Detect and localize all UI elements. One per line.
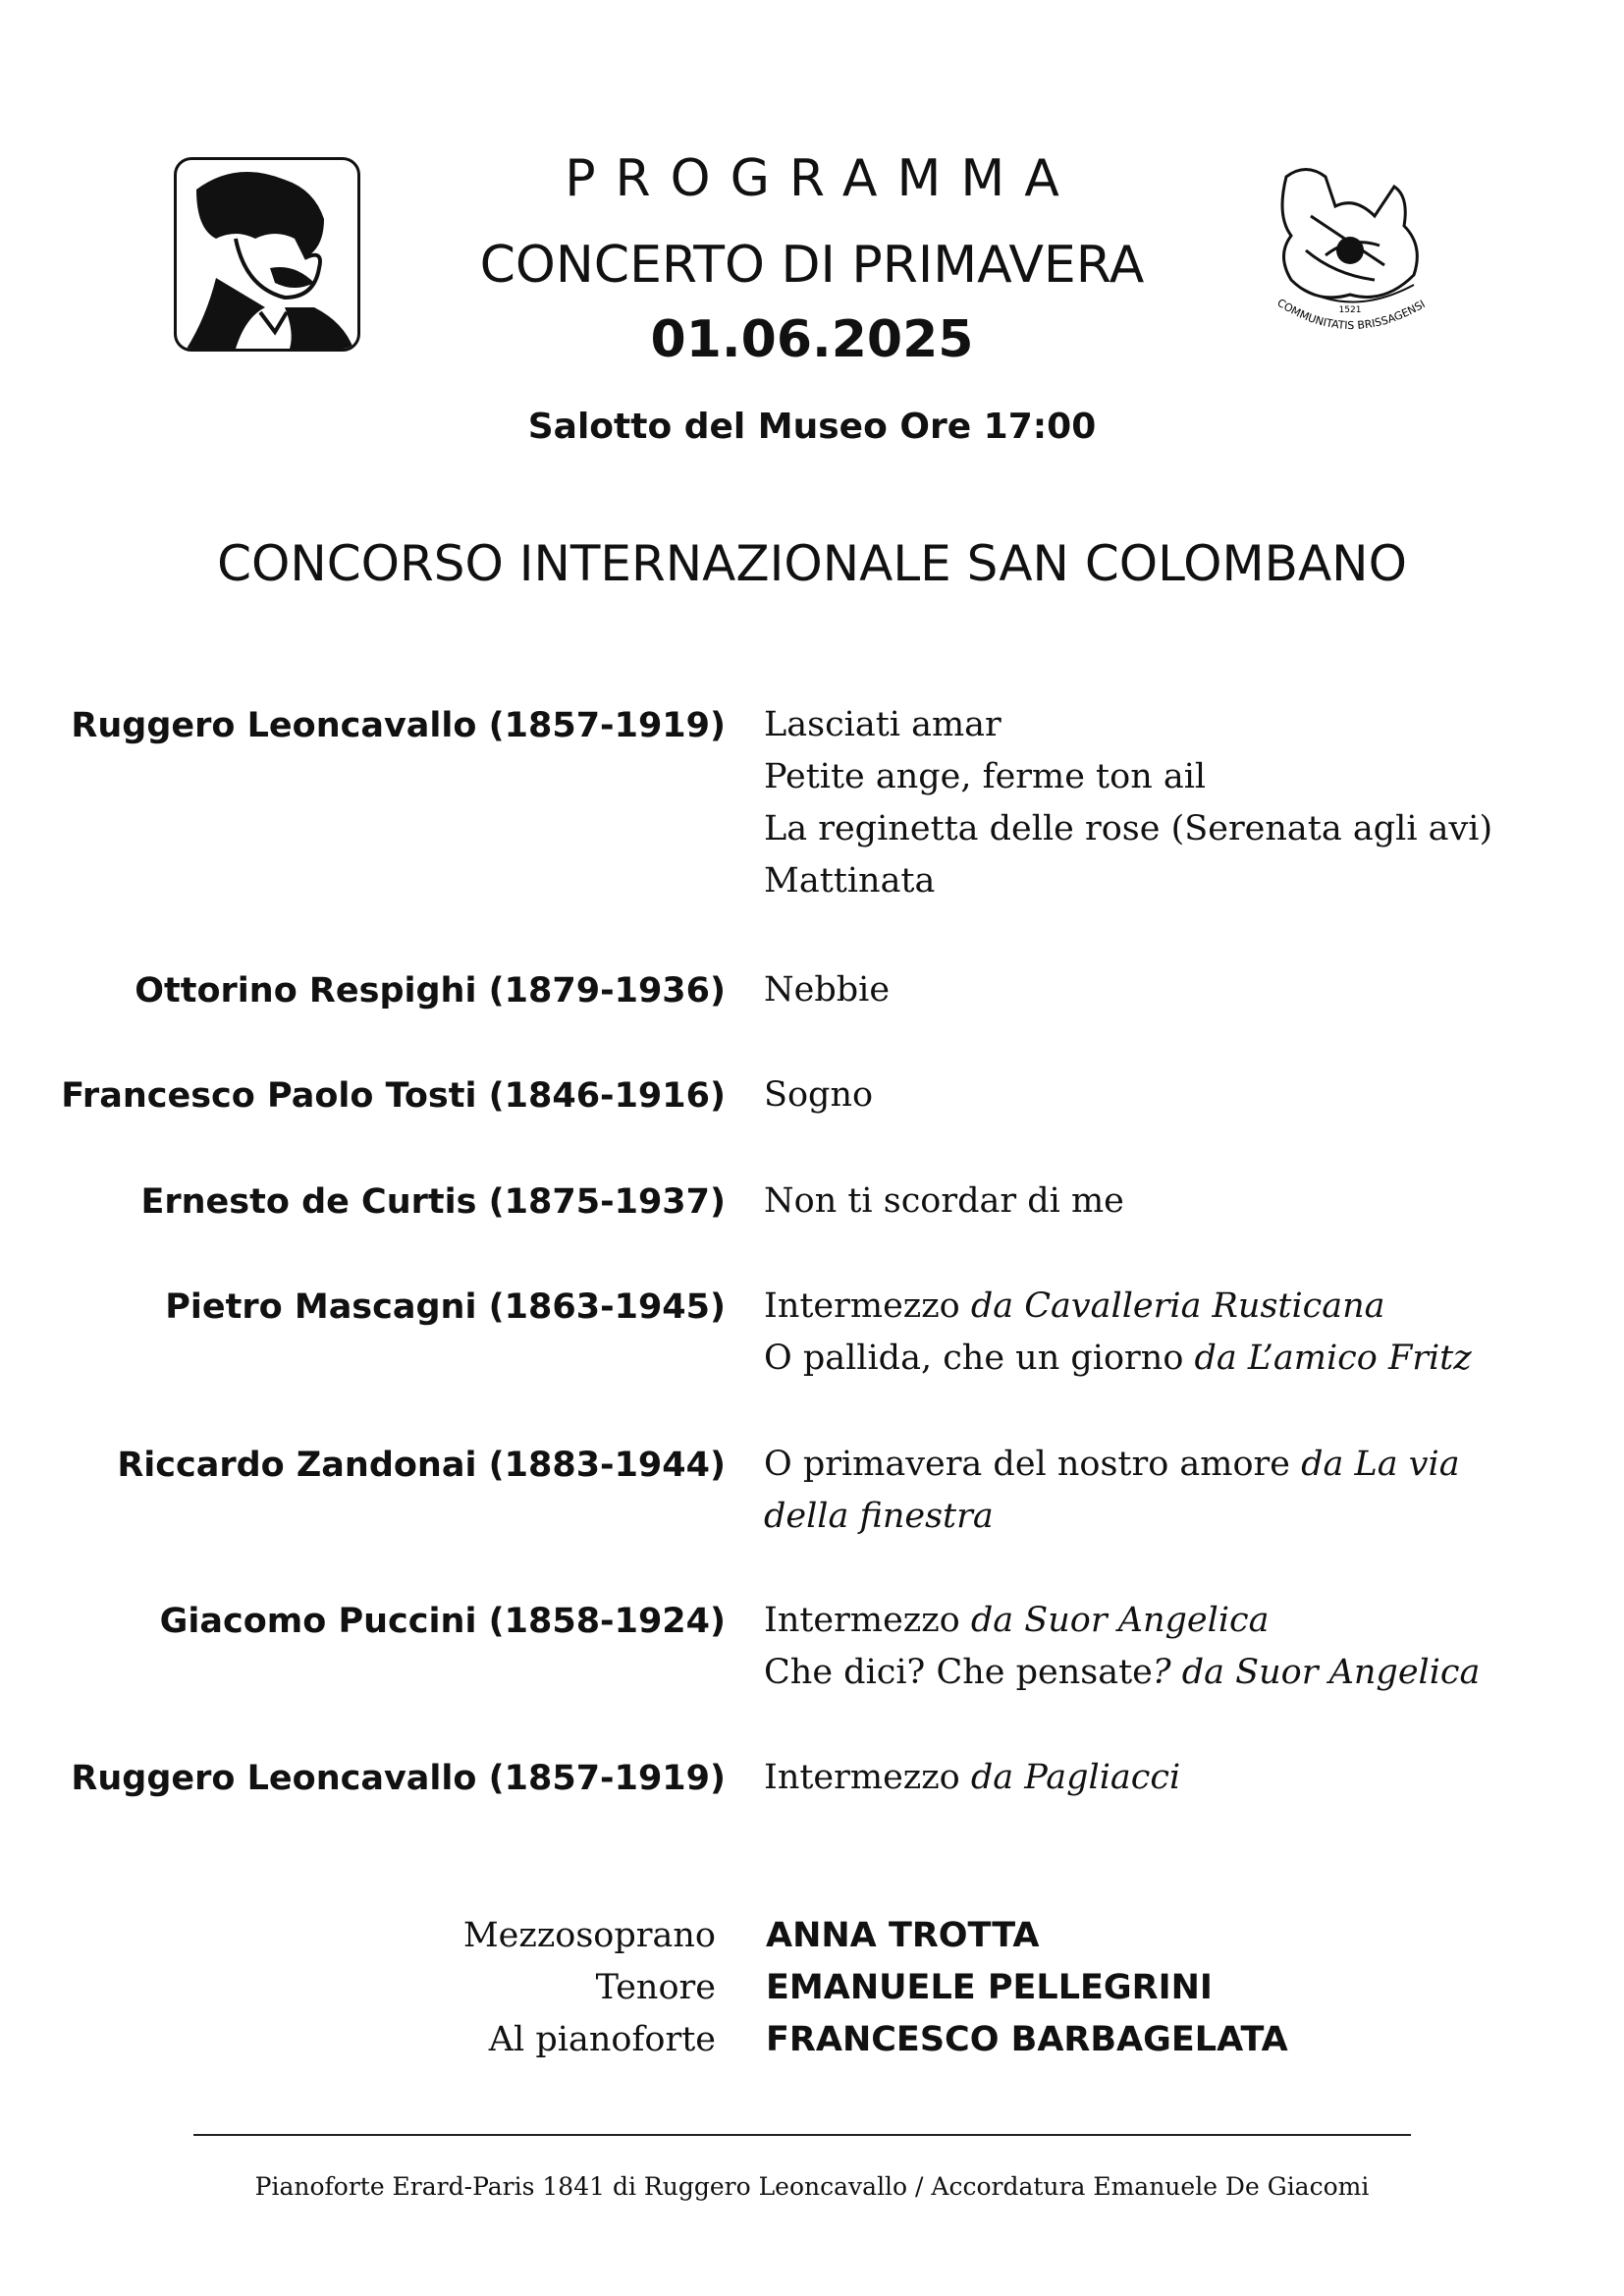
composer-name: Pietro Mascagni (1863-1945) [165, 1287, 726, 1327]
work-title: Lasciati amar [764, 705, 1001, 744]
works-list [764, 1439, 1510, 1543]
footer-divider [193, 2134, 1411, 2136]
works-list [764, 1752, 1510, 1804]
works-list [764, 699, 1510, 907]
work-title: Che dici? Che pensate? da Suor Angelica [764, 1653, 1481, 1692]
work-title: Intermezzo da Suor Angelica [764, 1601, 1270, 1640]
performer-name: EMANUELE PELLEGRINI [766, 1968, 1213, 2007]
performer-name: FRANCESCO BARBAGELATA [766, 2020, 1288, 2059]
work-title: Intermezzo da Cavalleria Rusticana [764, 1286, 1385, 1326]
programma-heading: PROGRAMMA [565, 149, 1079, 208]
concert-title: CONCERTO DI PRIMAVERA [479, 236, 1145, 295]
footer-note: Pianoforte Erard-Paris 1841 di Ruggero Leoncavallo / Accordatura Emanuele De Giacomi [254, 2172, 1370, 2201]
works-list [764, 1281, 1510, 1385]
work-title: La reginetta delle rose (Serenata agli avi) [764, 809, 1493, 848]
composer-name: Ottorino Respighi (1879-1936) [135, 971, 726, 1011]
seal-logo [1257, 157, 1443, 354]
seal-text: COMMUNITATIS BRISSAGENSI [1274, 296, 1428, 333]
work-title: Intermezzo da Pagliacci [764, 1758, 1181, 1797]
performer-role: Tenore [595, 1968, 716, 2007]
composer-name: Riccardo Zandonai (1883-1944) [117, 1446, 726, 1485]
work-title: Non ti scordar di me [764, 1181, 1124, 1221]
performer-row [0, 2013, 1624, 2066]
performer-row [0, 1961, 1624, 2014]
work-title: O primavera del nostro amore da La via della finestra [764, 1445, 1460, 1536]
venue-time: Salotto del Museo Ore 17:00 [527, 407, 1097, 447]
works-list [764, 1175, 1510, 1228]
performer-name: ANNA TROTTA [766, 1916, 1040, 1955]
concert-date: 01.06.2025 [650, 310, 974, 369]
performer-row [0, 1909, 1624, 1962]
work-title: Nebbie [764, 970, 891, 1010]
composer-name: Ernesto de Curtis (1875-1937) [140, 1182, 726, 1222]
works-list [764, 1069, 1510, 1121]
competition-title: CONCORSO INTERNAZIONALE SAN COLOMBANO [217, 535, 1407, 592]
seal-year: 1521 [1338, 305, 1362, 315]
performer-role: Mezzosoprano [462, 1916, 716, 1955]
works-list [764, 964, 1510, 1016]
work-title: Sogno [764, 1075, 874, 1115]
performer-role: Al pianoforte [488, 2020, 716, 2059]
composer-name: Giacomo Puccini (1858-1924) [159, 1602, 726, 1641]
work-title: O pallida, che un giorno da L’amico Fritz [764, 1339, 1472, 1378]
work-title: Mattinata [764, 861, 936, 901]
composer-name: Francesco Paolo Tosti (1846-1916) [61, 1076, 726, 1116]
work-title: Petite ange, ferme ton ail [764, 757, 1207, 796]
works-list [764, 1595, 1510, 1699]
composer-name: Ruggero Leoncavallo (1857-1919) [71, 706, 726, 745]
composer-name: Ruggero Leoncavallo (1857-1919) [71, 1759, 726, 1798]
